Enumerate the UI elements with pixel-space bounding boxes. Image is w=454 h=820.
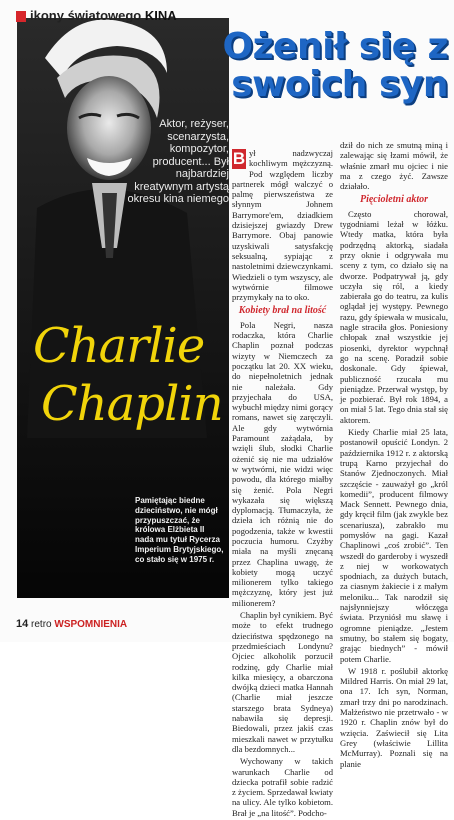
subheading: Pięcioletni aktor: [359, 194, 429, 206]
magazine-name: WSPOMNIENIA: [54, 619, 128, 630]
name-first: Charlie: [33, 318, 205, 374]
page-number: 14: [16, 618, 29, 630]
article-column-2: [340, 140, 448, 771]
drop-cap: B: [232, 149, 246, 168]
section-marker-icon: [16, 11, 26, 22]
photo-caption: Pamiętając biedne dzieciństwo, nie mógł przypuszczać, że królowa Elżbieta II nada mu tytuł Rycerza Imperium Brytyjskiego, co stało się w 1975 r.: [135, 496, 224, 564]
intro-text: Aktor, reżyser, scenarzysta, kompozytor, producent... Był najbardziej kreatywnym artystą okresu kina niemego: [127, 118, 229, 205]
paragraph: W 1918 r. poślubił aktorkę Mildred Harris. On miał 29 lat, ona 17. Ich syn, Norman, zmarł trzy dni po narodzinach. Małżeństwo nie przetrwało - w 1920 r. Chaplin znów był do wzięcia. Zaświecił się Lita Grey (właściwie Lillita McMurray). Poznali się na planie: [340, 665, 448, 769]
paragraph: B ył nadzwyczaj kochliwym mężczyzną. Pod względem liczby partnerek mógł walczyć o palmę pierwszeństwa ze słynnym Johnem Barrymore'em, dziadkiem dzisiejszej gwiazdy Drew Barrymore. Obaj panowie uzyskiwali satysfakcję seksualną, sypiając z nastoletnimi dziewczynkami. Wiedzieli o tym wszyscy, ale wytwórnie filmowe przymykały na to oko.: [232, 148, 333, 303]
name-last: Chaplin: [41, 376, 223, 432]
section-header: [16, 8, 206, 26]
paragraph: Często chorował, tygodniami leżał w łóżku. Wtedy matka, która była podrzędną aktorką, siadała przy oknie i odgrywała mu sceny z tym, co działo się na dworze. Podpatrywał ją, gdy uczyła się ról, a kiedy zabierała go do teatru, za kulis oglądał jej występy. Pewnego razu, gdy śpiewała w musicalu, nagle straciła głos. Poniesiony chłopak znał wszystkie jej piosenki, dyrektor wypchnął go na scenę. Poradził sobie doskonale. Gdy śpiewał, publiczność rzucała mu pieniądze. Przerwał występ, by je pozbierać. Był rok 1894, a on miał 5 lat. Tego dnia stał się aktorem.: [340, 208, 448, 425]
paragraph: dził do nich ze smutną miną i zalewając się łzami mówił, że właśnie zmarł mu ojciec i nie ma z czego żyć. Zawsze działało.: [340, 140, 448, 192]
portrait-photo: [17, 18, 229, 598]
page-footer: [16, 618, 127, 630]
headline-line1: Ożenił się z: [222, 26, 448, 67]
headline-line2: swoich syn: [231, 64, 448, 105]
magazine-prefix: retro: [31, 619, 52, 630]
paragraph: Pola Negri, nasza rodaczka, która Charlie Chaplin poznał podczas wizyty w Niemczech za początku lat 20. XX wieku, do niepełnoletnich jednak nie należała. Gdy przyjechała do USA, wybuchł między nimi gorący romans, nawet się zaręczyli. Ale gdy wytwórnia Paramount zażądała, by wzięli ślub, słodki Charlie ożenić się nie ma udziałów w wytwórni, nie widzi więc powodu, dla którego miałby się żenić. Pola Negri wykazała się większą dyplomacją. Tłumaczyła, że dzieła ich różnią nie do pogodzenia, także w kwestii poczucia humoru. Czyżby miała na myśli znęcaną przez Chaplina uwagę, że kobiety mogą uczyć milionerem tylko takiego mężczyznę, który jest już milionerem?: [232, 319, 333, 608]
paragraph: Kiedy Charlie miał 25 lata, postanowił opuścić Londyn. 2 października 1912 r. z aktorską trupą Karno przyjechał do Stanów Zjednoczonych. Miał szczęście - zauważył go „król komedii”, producent filmowy Mack Sennett. Pewnego dnia, gdy kręcił film (jak zwykle bez scenariusza), zabrakło mu pomysłów na gagi. Kazał Chaplinowi „coś zrobić”. Ten wszedł do garderoby i wyszedł z niej w workowatych spodniach, za dużych butach, za ciasnym żakiecie i z małym meloniku... Tak narodził się najsłynniejszy włóczęga świata. Przyniósł mu sławę i ogromne pieniądze. „Jestem smutny, bo stałem się bogaty, grając biednych” - mówił potem Charlie.: [340, 427, 448, 664]
article-column-1: [232, 148, 333, 820]
paragraph: Wychowany w takich warunkach Charlie od dziecka potrafił sobie radzić z życiem. Sprzedawał kwiaty na ulicy. Ale tylko kobietom. Brał je „na litość”. Podcho-: [232, 756, 333, 818]
section-label: [30, 8, 177, 23]
paragraph: Chaplin był cynikiem. Być może to efekt trudnego dzieciństwa spędzonego na przedmieściach Londynu? Ojciec alkoholik porzucił rodzinę, gdy Charlie miał kilka miesięcy, a obarczona dwójką dzieci matka Hannah (Charlie miał jeszcze starszego brata Sydneya) nabawiła się depresji. Biedowali, przez jakiś czas mieszkali nawet w przytułku dla bezdomnych...: [232, 610, 333, 754]
section-bold: KINA: [144, 8, 177, 23]
section-prefix: ikony światowego: [30, 8, 142, 23]
subheading: Kobiety brał na litość: [238, 305, 327, 317]
headline: [158, 28, 448, 104]
